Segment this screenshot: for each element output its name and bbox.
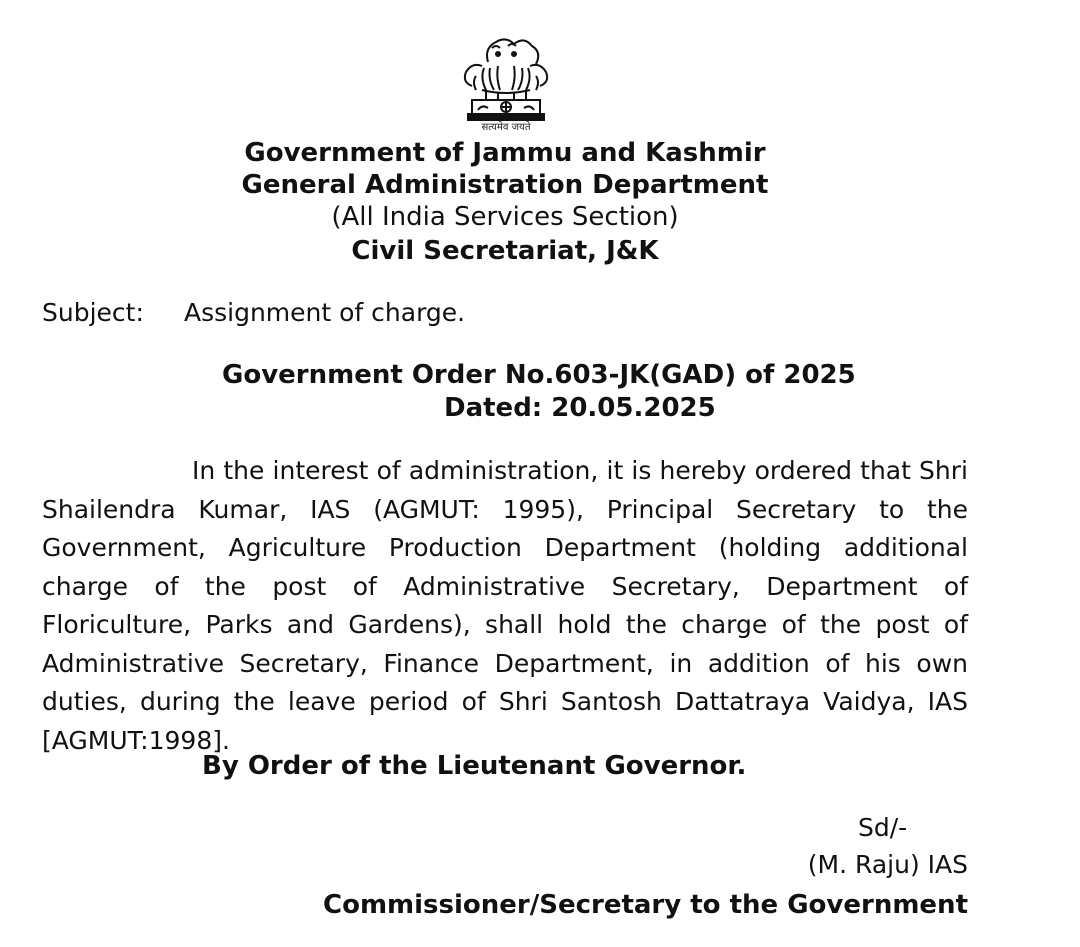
department-name: General Administration Department: [241, 170, 769, 200]
order-date: Dated: 20.05.2025: [444, 393, 716, 423]
emblem-motto: सत्यमेव जयते: [481, 122, 531, 133]
officer-designation: Commissioner/Secretary to the Government: [323, 890, 968, 920]
office-name: Civil Secretariat, J&K: [351, 236, 659, 266]
order-body-paragraph: In the interest of administration, it is hereby ordered that Shri Shailendra Kumar, IAS (AGMUT: 1995), Principal Secretary to the Government, Agriculture Production Department (holding additional charge of the post of Administrative Secretary, Department of Floriculture, Parks and Gardens), shall hold the charge of the post of Administrative Secretary, Finance Department, in addition of his own duties, during the leave period of Shri Santosh Dattatraya Vaidya, IAS [AGMUT:1998].: [42, 456, 968, 755]
section-name: (All India Services Section): [331, 202, 679, 232]
subject-label: Subject:: [42, 298, 144, 327]
by-order-line: By Order of the Lieutenant Governor.: [202, 751, 747, 781]
order-number: Government Order No.603-JK(GAD) of 2025: [222, 360, 856, 390]
signature-mark: Sd/-: [858, 813, 908, 842]
subject-value: Assignment of charge.: [184, 298, 466, 327]
government-name: Government of Jammu and Kashmir: [244, 138, 766, 168]
signing-officer: (M. Raju) IAS: [807, 850, 968, 879]
